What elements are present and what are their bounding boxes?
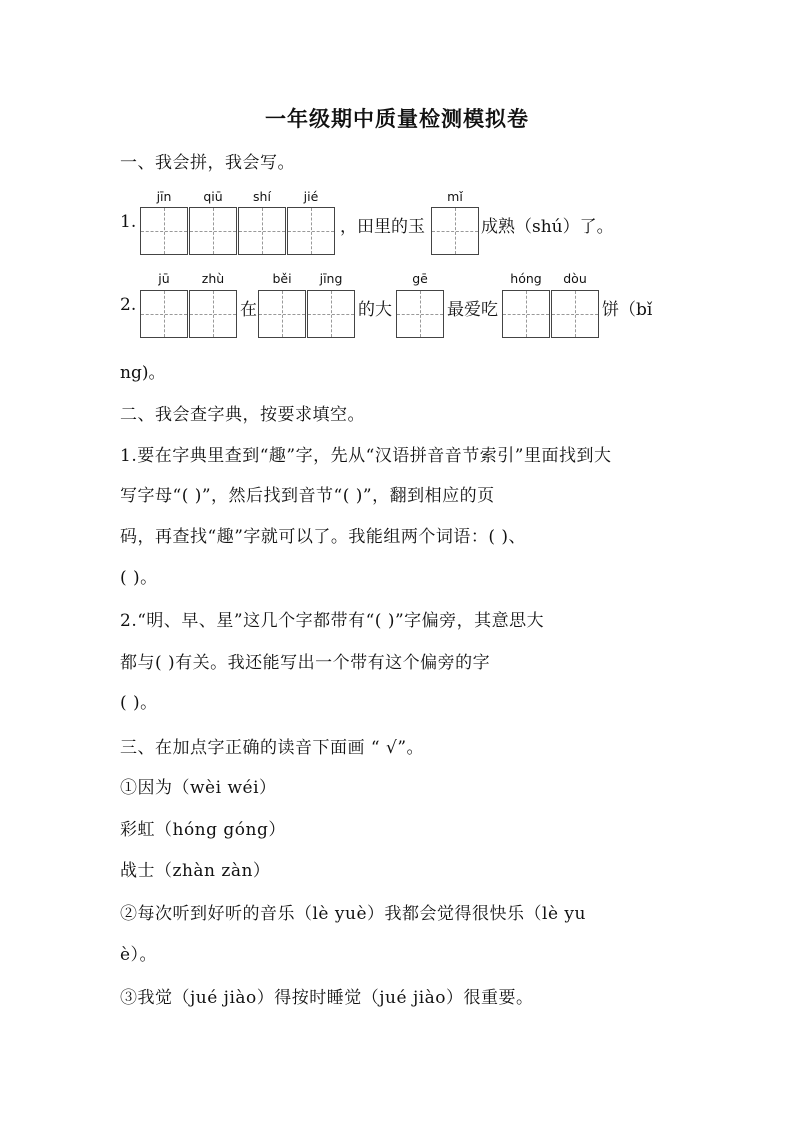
pinyin-label: gē xyxy=(412,271,428,286)
writing-grid-box[interactable] xyxy=(502,290,550,338)
section2-line: 写字母“( )”，然后找到音节“( )”，翻到相应的页 xyxy=(120,486,495,506)
writing-grid-box[interactable] xyxy=(238,207,286,255)
writing-grid-box[interactable] xyxy=(551,290,599,338)
pinyin-label: jīn xyxy=(156,189,172,204)
writing-grid-box[interactable] xyxy=(140,290,188,338)
q2-text: 最爱吃 xyxy=(447,300,498,320)
pinyin-label: hóng xyxy=(510,271,542,286)
writing-grid-box[interactable] xyxy=(287,207,335,255)
pinyin-label: jīng xyxy=(319,271,343,286)
section3-line: ②每次听到好听的音乐（lè yuè）我都会觉得很快乐（lè yu xyxy=(120,904,586,924)
section2-line: ( )。 xyxy=(120,568,158,588)
pinyin-label: dòu xyxy=(563,271,587,286)
q1-number: 1. xyxy=(120,212,137,232)
section3-line: 彩虹（hóng góng） xyxy=(120,820,286,840)
writing-grid-box[interactable] xyxy=(396,290,444,338)
writing-grid-box[interactable] xyxy=(189,290,237,338)
section2-line: 都与( )有关。我还能写出一个带有这个偏旁的字 xyxy=(120,653,491,673)
pinyin-label: qiū xyxy=(203,189,223,204)
section2-line: ( )。 xyxy=(120,693,158,713)
pinyin-label: jié xyxy=(303,189,319,204)
q2-text: 的大 xyxy=(358,300,392,320)
section2-line: 2.“明、早、星”这几个字都带有“( )”字偏旁，其意思大 xyxy=(120,611,545,631)
section3-line: 战士（zhàn zàn） xyxy=(120,861,271,881)
section3-heading: 三、在加点字正确的读音下面画 “ √”。 xyxy=(120,738,425,758)
section1-heading: 一、我会拼，我会写。 xyxy=(120,153,295,173)
writing-grid-box[interactable] xyxy=(140,207,188,255)
writing-grid-box[interactable] xyxy=(189,207,237,255)
pinyin-label: shí xyxy=(253,189,271,204)
q2-text-end: 饼（bǐ xyxy=(602,300,653,320)
pinyin-label: jū xyxy=(158,271,170,286)
section2-line: 1.要在字典里查到“趣”字，先从“汉语拼音音节索引”里面找到大 xyxy=(120,446,612,466)
q1-text: ，田里的玉 xyxy=(340,217,425,237)
q2-number: 2. xyxy=(120,295,137,315)
exam-title: 一年级期中质量检测模拟卷 xyxy=(265,106,529,131)
q2-text-cont: ng)。 xyxy=(120,363,166,383)
writing-grid-box[interactable] xyxy=(307,290,355,338)
section3-line: è）。 xyxy=(120,945,158,965)
pinyin-label: běi xyxy=(272,271,292,286)
section2-heading: 二、我会查字典，按要求填空。 xyxy=(120,405,365,425)
section3-line: ③我觉（jué jiào）得按时睡觉（jué jiào）很重要。 xyxy=(120,988,534,1008)
q2-text: 在 xyxy=(240,300,257,320)
writing-grid-box[interactable] xyxy=(431,207,479,255)
pinyin-label: zhù xyxy=(201,271,225,286)
pinyin-label: mǐ xyxy=(447,189,463,204)
writing-grid-box[interactable] xyxy=(258,290,306,338)
section3-line: ①因为（wèi wéi） xyxy=(120,778,277,798)
section2-line: 码，再查找“趣”字就可以了。我能组两个词语：( )、 xyxy=(120,527,527,547)
q1-text-end: 成熟（shú）了。 xyxy=(481,217,614,237)
